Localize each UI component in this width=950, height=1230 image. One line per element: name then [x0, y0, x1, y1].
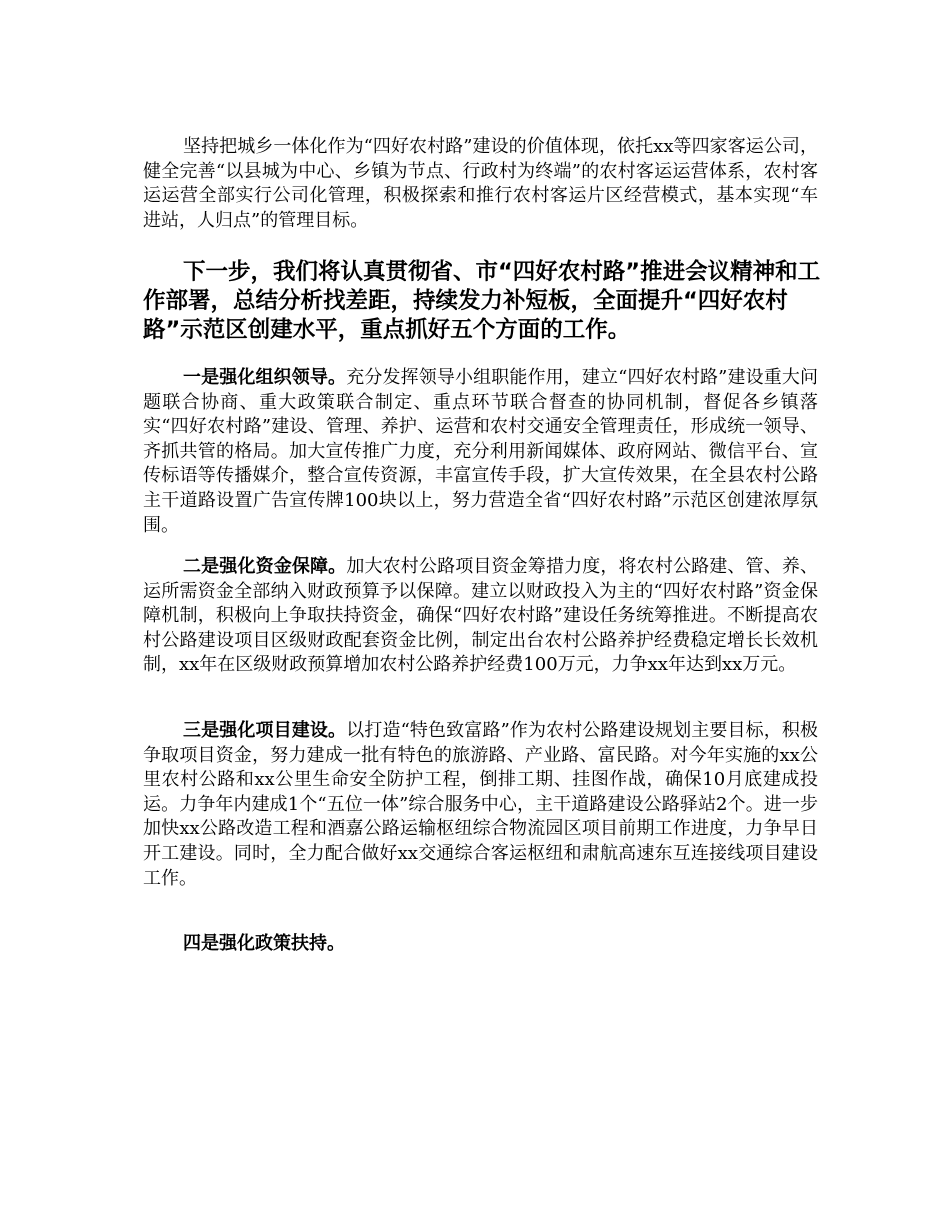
paragraph-policy-support: [143, 932, 818, 957]
item-body-2: 加大农村公路项目资金筹措力度，将农村公路建、管、养、运所需资金全部纳入财政预算予以保障。建立以财政投入为主的“四好农村路”资金保障机制，积极向上争取扶持资金，确保“四好农村路”建设任务统筹推进。不断提高农村公路建设项目区级财政配套资金比例，制定出台农村公路养护经费稳定增长长效机制，xx年在区级财政预算增加农村公路养护经费100万元，力争xx年达到xx万元。: [143, 556, 819, 676]
item-body-1: 充分发挥领导小组职能作用，建立“四好农村路”建设重大问题联合协商、重大政策联合制定、重点环节联合督查的协同机制，督促各乡镇落实“四好农村路”建设、管理、养护、运营和农村交通安全管理责任，形成统一领导、齐抓共管的格局。加大宣传推广力度，充分利用新闻媒体、政府网站、微信平台、宣传标语等传播媒介，整合宣传资源，丰富宣传手段，扩大宣传效果，在全县农村公路主干道路设置广告宣传牌100块以上，努力营造全省“四好农村路”示范区创建浓厚氛围。: [143, 367, 819, 536]
paragraph-funding-guarantee: [143, 555, 818, 678]
item-lead-2: 二是强化资金保障。: [183, 556, 347, 577]
item-lead-4: 四是强化政策扶持。: [183, 933, 345, 954]
paragraph-project-construction: [143, 719, 818, 891]
paragraph-organization-leadership: [143, 366, 818, 538]
item-body-3: 以打造“特色致富路”作为农村公路建设规划主要目标，积极争取项目资金，努力建成一批有特色的旅游路、产业路、富民路。对今年实施的xx公里农村公路和xx公里生命安全防护工程，倒排工期、挂图作战，确保10月底建成投运。力争年内建成1个“五位一体”综合服务中心，主干道路建设公路驿站2个。进一步加快xx公路改造工程和酒嘉公路运输枢纽综合物流园区项目前期工作进度，力争早日开工建设。同时，全力配合做好xx交通综合客运枢纽和肃航高速东互连接线项目建设工作。: [143, 720, 819, 889]
section-heading-next-steps: 下一步，我们将认真贯彻省、市“四好农村路”推进会议精神和工作部署，总结分析找差距，持续发力补短板，全面提升“四好农村路”示范区创建水平，重点抓好五个方面的工作。: [143, 259, 821, 343]
item-lead-3: 三是强化项目建设。: [183, 720, 347, 741]
paragraph-passenger-transport: 坚持把城乡一体化作为“四好农村路”建设的价值体现，依托xx等四家客运公司，健全完善“以县城为中心、乡镇为节点、行政村为终端”的农村客运运营体系，农村客运运营全部实行公司化管理，积极探索和推行农村客运片区经营模式，基本实现“车进站，人归点”的管理目标。: [143, 136, 818, 231]
item-lead-1: 一是强化组织领导。: [183, 367, 347, 388]
